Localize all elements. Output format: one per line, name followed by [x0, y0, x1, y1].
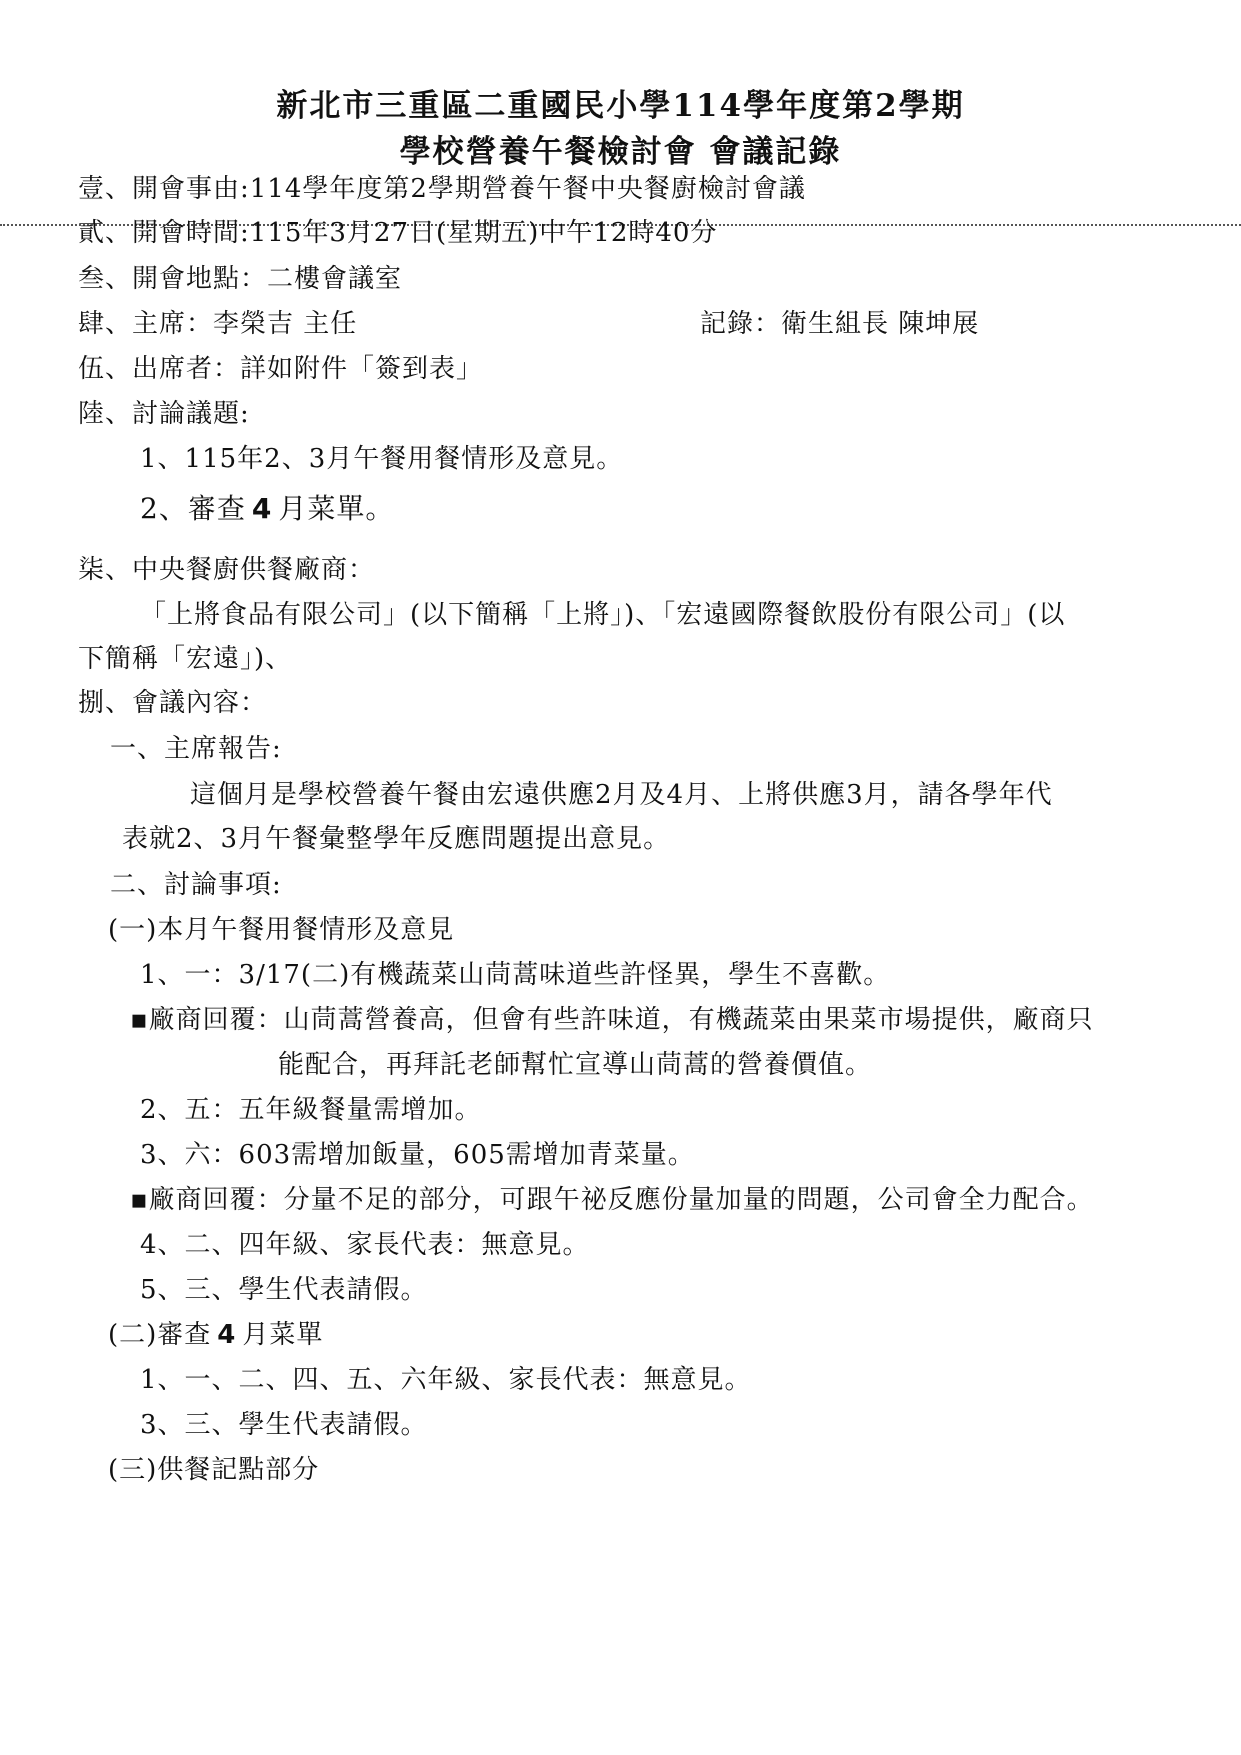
sub1-vendor-reply-1b: 能配合，再拜託老師幫忙宣導山茼蒿的營養價值。 — [278, 1050, 873, 1080]
topic-item-1: 1、115年2、3月午餐用餐情形及意見。 — [140, 444, 624, 474]
vendors-body-line1: 「上將食品有限公司」(以下簡稱「上將」)、「宏遠國際餐飲股份有限公司」(以 — [140, 600, 1066, 630]
sub1-item-5: 5、三、學生代表請假。 — [140, 1275, 428, 1305]
sub3-heading: (三)供餐記點部分 — [108, 1455, 320, 1485]
section-discussion-topics: 陸、討論議題: — [78, 399, 250, 429]
chair-report-line1: 這個月是學校營養午餐由宏遠供應2月及4月、上將供應3月，請各學年代 — [190, 780, 1053, 810]
sub2-heading-month: 4 — [217, 1320, 237, 1350]
chair-report-heading: 一、主席報告: — [110, 734, 282, 764]
sub2-heading-prefix: (二)審查 — [108, 1320, 212, 1350]
section-attendees: 伍、出席者：詳如附件「簽到表」 — [78, 354, 484, 384]
document-title-line2: 學校營養午餐檢討會 會議記錄 — [399, 134, 842, 170]
topic-item-2-prefix: 2、審查 — [140, 492, 246, 525]
sub2-item-1: 1、一、二、四、五、六年級、家長代表：無意見。 — [140, 1365, 752, 1395]
vendors-body-line2: 下簡稱「宏遠」)、 — [78, 644, 293, 674]
sub1-item-1: 1、一：3/17(二)有機蔬菜山茼蒿味道些許怪異，學生不喜歡。 — [140, 960, 891, 990]
sub1-vendor-reply-1a: ▪廠商回覆：山茼蒿營養高，但會有些許味道，有機蔬菜由果菜市場提供，廠商只 — [130, 1005, 1094, 1035]
sub1-vendor-reply-2: ▪廠商回覆：分量不足的部分，可跟午祕反應份量加量的問題，公司會全力配合。 — [130, 1185, 1094, 1215]
document-title-line1: 新北市三重區二重國民小學114學年度第2學期 — [276, 88, 965, 124]
topic-item-2-suffix: 月菜單。 — [278, 492, 395, 525]
sub1-item-3: 3、六：603需增加飯量，605需增加青菜量。 — [140, 1140, 695, 1170]
discussion-heading: 二、討論事項: — [110, 870, 282, 900]
sub1-item-4: 4、二、四年級、家長代表：無意見。 — [140, 1230, 590, 1260]
sub2-item-3: 3、三、學生代表請假。 — [140, 1410, 428, 1440]
topic-item-2 — [140, 492, 394, 526]
sub2-heading — [108, 1318, 323, 1352]
chair-report-line2: 表就2、3月午餐彙整學年反應問題提出意見。 — [122, 824, 671, 854]
section-meeting-content: 捌、會議內容： — [78, 688, 268, 718]
section-vendors: 柒、中央餐廚供餐廠商： — [78, 555, 376, 585]
sub1-item-2: 2、五：五年級餐量需增加。 — [140, 1095, 482, 1125]
sub1-heading: (一)本月午餐用餐情形及意見 — [108, 915, 455, 945]
section-meeting-purpose: 壹、開會事由:114學年度第2學期營養午餐中央餐廚檢討會議 — [78, 174, 806, 204]
topic-item-2-month: 4 — [251, 492, 273, 525]
section-chair: 肆、主席：李榮吉 主任 — [78, 309, 358, 339]
section-meeting-time: 貳、開會時間:115年3月27日(星期五)中午12時40分 — [78, 218, 718, 248]
sub2-heading-suffix: 月菜單 — [242, 1320, 324, 1350]
section-recorder: 記錄：衛生組長 陳坤展 — [700, 309, 980, 339]
section-meeting-location: 叁、開會地點：二樓會議室 — [78, 264, 403, 294]
